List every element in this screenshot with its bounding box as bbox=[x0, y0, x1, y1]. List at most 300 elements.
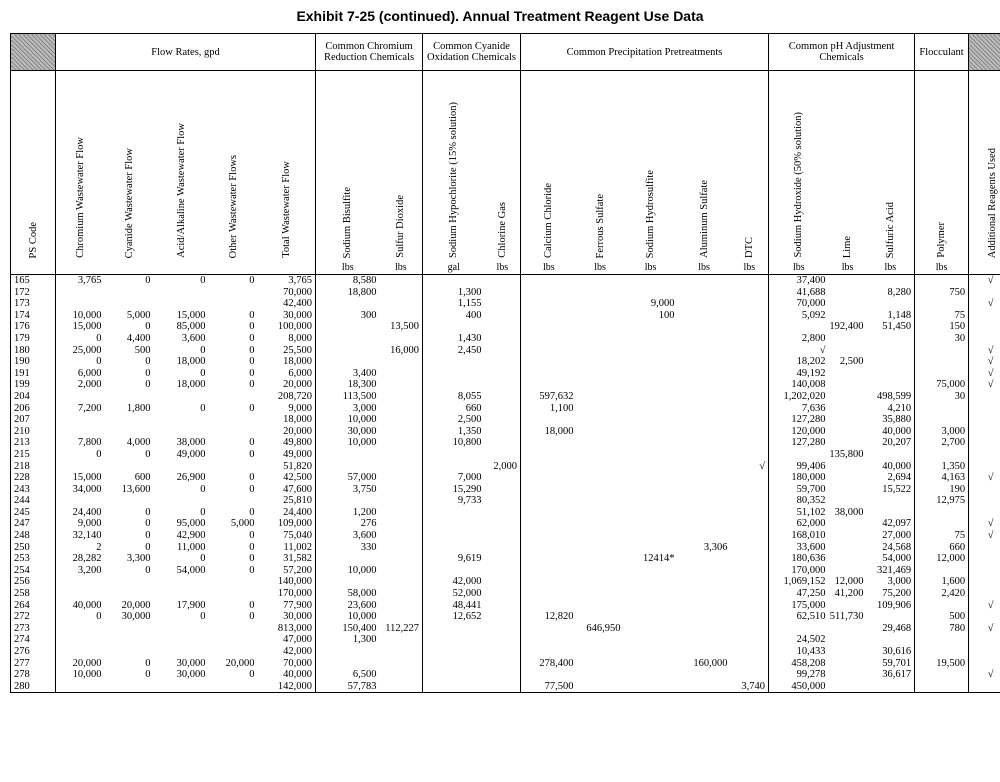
table-cell bbox=[769, 449, 829, 461]
table-cell bbox=[915, 356, 969, 368]
table-cell bbox=[829, 669, 867, 681]
table-cell bbox=[485, 611, 521, 623]
table-cell: 0 bbox=[200, 483, 206, 495]
table-cell: 1,069,152 bbox=[783, 576, 826, 588]
table-cell bbox=[731, 634, 769, 646]
table-cell: 300 bbox=[360, 309, 377, 321]
table-cell bbox=[105, 461, 154, 473]
table-cell: 276 bbox=[360, 518, 377, 530]
column-header-label: Cyanide Wastewater Flow bbox=[123, 147, 135, 258]
table-cell bbox=[577, 542, 624, 554]
table-cell bbox=[829, 518, 867, 530]
table-cell: 2 bbox=[96, 541, 102, 553]
table-row bbox=[11, 437, 1000, 449]
column-unit: lbs bbox=[394, 262, 407, 273]
table-cell bbox=[521, 576, 577, 588]
table-cell bbox=[678, 403, 731, 415]
table-cell: 8,055 bbox=[457, 390, 482, 402]
table-cell bbox=[915, 565, 969, 577]
table-cell: 6,500 bbox=[352, 669, 377, 681]
column-header-label: PS Code bbox=[27, 221, 39, 258]
table-cell: 140,000 bbox=[258, 576, 316, 588]
table-cell bbox=[423, 507, 485, 519]
ps-code-cell: 256 bbox=[11, 576, 56, 588]
table-row bbox=[11, 507, 1000, 519]
table-cell bbox=[867, 681, 915, 693]
table-cell bbox=[577, 310, 624, 322]
table-cell bbox=[209, 576, 258, 588]
ps-code-cell: 207 bbox=[11, 414, 56, 426]
table-cell: √ bbox=[731, 461, 769, 473]
table-cell: 99,278 bbox=[796, 669, 826, 681]
table-cell: 47,600 bbox=[258, 484, 316, 496]
column-header bbox=[105, 71, 154, 275]
table-cell bbox=[209, 287, 258, 299]
table-cell bbox=[678, 461, 731, 473]
table-cell: 59,700 bbox=[796, 483, 826, 495]
table-cell bbox=[678, 333, 731, 345]
table-cell bbox=[915, 646, 969, 658]
table-cell: 0 bbox=[145, 530, 151, 542]
table-cell: 0 bbox=[200, 402, 206, 414]
table-cell: 0 bbox=[200, 275, 206, 286]
table-cell: 18,000 bbox=[176, 379, 206, 391]
table-row bbox=[11, 391, 1000, 403]
table-cell bbox=[209, 391, 258, 403]
table-cell: 3,600 bbox=[352, 530, 377, 542]
table-cell bbox=[485, 484, 521, 496]
table-cell: 0 bbox=[249, 599, 255, 611]
table-cell bbox=[485, 391, 521, 403]
table-cell bbox=[154, 495, 209, 507]
additional-reagents-cell bbox=[969, 658, 1000, 670]
table-cell bbox=[154, 426, 209, 438]
ps-code-cell: 264 bbox=[11, 600, 56, 612]
table-cell: 49,000 bbox=[176, 448, 206, 460]
table-cell bbox=[577, 449, 624, 461]
table-cell: 0 bbox=[249, 506, 255, 518]
additional-reagents-cell bbox=[969, 507, 1000, 519]
table-cell bbox=[316, 356, 380, 368]
table-cell: 3,600 bbox=[181, 332, 206, 344]
column-unit: lbs bbox=[644, 262, 657, 273]
table-cell: 3,765 bbox=[77, 275, 102, 286]
table-cell bbox=[577, 461, 624, 473]
table-cell: 175,000 bbox=[791, 599, 826, 611]
table-cell: 100,000 bbox=[258, 321, 316, 333]
table-cell bbox=[485, 356, 521, 368]
table-row bbox=[11, 623, 1000, 635]
table-cell bbox=[380, 611, 423, 623]
table-cell: 8,280 bbox=[867, 287, 915, 299]
table-row bbox=[11, 449, 1000, 461]
table-cell bbox=[105, 634, 154, 646]
table-cell: 30 bbox=[915, 391, 969, 403]
table-row bbox=[11, 298, 1000, 310]
table-cell bbox=[316, 333, 380, 345]
table-cell bbox=[154, 646, 209, 658]
table-cell: 34,000 bbox=[72, 483, 102, 495]
table-row bbox=[11, 518, 1000, 530]
table-cell bbox=[829, 565, 867, 577]
table-cell bbox=[577, 414, 624, 426]
table-cell: 0 bbox=[145, 564, 151, 576]
group-cyanide-oxidation: Common Cyanide Oxidation Chemicals bbox=[423, 34, 521, 71]
table-cell: 142,000 bbox=[258, 681, 316, 693]
table-cell bbox=[577, 345, 624, 357]
additional-reagents-cell bbox=[969, 495, 1000, 507]
table-cell: 30,000 bbox=[258, 611, 316, 623]
table-cell: 0 bbox=[145, 321, 151, 333]
group-chromium-reduction: Common Chromium Reduction Chemicals bbox=[316, 34, 423, 71]
table-cell bbox=[380, 310, 423, 322]
table-cell: 9,000 bbox=[258, 403, 316, 415]
table-cell: 3,306 bbox=[703, 541, 728, 553]
additional-reagents-cell: √ bbox=[969, 600, 1000, 612]
table-cell: 278,400 bbox=[539, 657, 574, 669]
column-unit bbox=[969, 262, 1000, 274]
table-cell bbox=[915, 518, 969, 530]
additional-reagents-cell bbox=[969, 646, 1000, 658]
table-cell bbox=[829, 542, 867, 554]
table-cell bbox=[154, 414, 209, 426]
table-cell bbox=[316, 495, 380, 507]
table-cell: 4,163 bbox=[915, 472, 969, 484]
table-cell bbox=[154, 461, 209, 473]
table-cell: 1,350 bbox=[457, 425, 482, 437]
table-cell bbox=[209, 298, 258, 310]
table-cell bbox=[485, 437, 521, 449]
table-cell: 47,000 bbox=[258, 634, 316, 646]
table-cell: 450,000 bbox=[769, 681, 829, 693]
table-cell bbox=[380, 576, 423, 588]
table-cell bbox=[829, 275, 867, 287]
table-cell bbox=[56, 391, 105, 403]
table-cell bbox=[731, 611, 769, 623]
table-cell: 62,510 bbox=[796, 611, 826, 623]
additional-reagents-cell bbox=[969, 310, 1000, 322]
table-cell: 0 bbox=[249, 564, 255, 576]
table-cell: 24,400 bbox=[72, 506, 102, 518]
table-cell bbox=[829, 530, 867, 542]
table-cell: 0 bbox=[145, 448, 151, 460]
table-cell: 2,420 bbox=[915, 588, 969, 600]
column-header-label: Acid/Alkaline Wastewater Flow bbox=[175, 123, 187, 258]
table-cell bbox=[209, 495, 258, 507]
table-cell bbox=[731, 437, 769, 449]
ps-code-cell: 191 bbox=[11, 368, 56, 380]
table-cell: 13,600 bbox=[121, 483, 151, 495]
table-cell: 1,300 bbox=[352, 634, 377, 646]
column-header bbox=[154, 71, 209, 275]
table-cell bbox=[731, 426, 769, 438]
table-cell bbox=[769, 321, 829, 333]
table-cell bbox=[521, 437, 577, 449]
table-cell bbox=[731, 310, 769, 322]
table-cell bbox=[678, 611, 731, 623]
table-cell: 36,617 bbox=[867, 669, 915, 681]
table-cell bbox=[577, 275, 624, 287]
table-cell: 35,880 bbox=[867, 414, 915, 426]
table-cell: 42,097 bbox=[867, 518, 915, 530]
table-cell bbox=[485, 368, 521, 380]
table-cell bbox=[915, 600, 969, 612]
table-cell bbox=[829, 600, 867, 612]
table-cell bbox=[423, 669, 485, 681]
table-cell bbox=[731, 658, 769, 670]
table-cell bbox=[915, 449, 969, 461]
ps-code-cell: 174 bbox=[11, 310, 56, 322]
table-cell: 31,582 bbox=[258, 553, 316, 565]
additional-reagents-cell: √ bbox=[969, 368, 1000, 380]
table-cell bbox=[105, 298, 154, 310]
table-cell bbox=[105, 287, 154, 299]
table-cell bbox=[829, 391, 867, 403]
table-cell: 3,000 bbox=[352, 402, 377, 414]
table-cell bbox=[829, 553, 867, 565]
column-header bbox=[678, 71, 731, 275]
table-row bbox=[11, 530, 1000, 542]
table-row bbox=[11, 461, 1000, 473]
table-cell bbox=[829, 287, 867, 299]
column-unit: lbs bbox=[594, 262, 606, 273]
additional-reagents-cell bbox=[969, 333, 1000, 345]
table-cell: 75,000 bbox=[915, 379, 969, 391]
table-cell bbox=[577, 600, 624, 612]
table-cell bbox=[154, 623, 209, 635]
table-cell bbox=[485, 298, 521, 310]
table-cell: 127,280 bbox=[791, 437, 826, 449]
table-cell: 54,000 bbox=[176, 564, 206, 576]
table-cell bbox=[867, 611, 915, 623]
ps-code-cell: 253 bbox=[11, 553, 56, 565]
table-cell: 41,688 bbox=[796, 286, 826, 298]
column-header-label: DTC bbox=[743, 237, 755, 258]
table-cell bbox=[485, 287, 521, 299]
table-row bbox=[11, 553, 1000, 565]
table-cell bbox=[624, 623, 678, 635]
table-cell bbox=[731, 565, 769, 577]
table-cell bbox=[380, 588, 423, 600]
table-cell bbox=[624, 600, 678, 612]
table-cell bbox=[521, 310, 577, 322]
table-cell bbox=[485, 553, 521, 565]
table-cell bbox=[624, 472, 678, 484]
table-cell bbox=[485, 530, 521, 542]
ps-code-cell: 245 bbox=[11, 507, 56, 519]
table-cell bbox=[485, 646, 521, 658]
table-cell bbox=[624, 287, 678, 299]
table-cell bbox=[731, 321, 769, 333]
table-cell bbox=[56, 681, 105, 693]
table-cell bbox=[380, 414, 423, 426]
table-cell bbox=[829, 461, 867, 473]
column-header-label: Sodium Hydroxide (50% solution) bbox=[793, 112, 805, 258]
column-header bbox=[731, 71, 769, 275]
table-cell bbox=[829, 379, 867, 391]
table-cell bbox=[829, 310, 867, 322]
ps-code-cell: 215 bbox=[11, 449, 56, 461]
table-cell bbox=[624, 530, 678, 542]
table-cell bbox=[915, 368, 969, 380]
table-cell bbox=[829, 426, 867, 438]
table-cell bbox=[915, 275, 969, 287]
table-cell: 0 bbox=[145, 367, 151, 379]
table-cell: 16,000 bbox=[380, 345, 423, 357]
table-cell: 4,210 bbox=[867, 403, 915, 415]
additional-reagents-cell: √ bbox=[969, 669, 1000, 681]
table-row bbox=[11, 611, 1000, 623]
table-cell bbox=[577, 333, 624, 345]
additional-reagents-cell: √ bbox=[969, 518, 1000, 530]
table-cell bbox=[380, 333, 423, 345]
table-cell bbox=[56, 646, 105, 658]
table-cell: 500 bbox=[134, 344, 151, 356]
table-cell: 1,155 bbox=[457, 298, 482, 310]
table-cell: 1,800 bbox=[126, 402, 151, 414]
ps-code-cell: 199 bbox=[11, 379, 56, 391]
table-cell bbox=[154, 681, 209, 693]
table-cell bbox=[521, 472, 577, 484]
table-cell bbox=[867, 275, 915, 287]
table-cell: 0 bbox=[249, 483, 255, 495]
table-cell bbox=[624, 484, 678, 496]
table-row bbox=[11, 681, 1000, 693]
table-cell bbox=[678, 646, 731, 658]
table-cell bbox=[380, 461, 423, 473]
table-cell: 51,102 bbox=[796, 506, 826, 518]
table-cell bbox=[678, 588, 731, 600]
table-row bbox=[11, 484, 1000, 496]
table-cell bbox=[521, 518, 577, 530]
table-cell bbox=[209, 634, 258, 646]
table-cell: 40,000 bbox=[867, 461, 915, 473]
table-cell bbox=[678, 634, 731, 646]
table-cell: 18,000 bbox=[544, 425, 574, 437]
table-cell bbox=[56, 461, 105, 473]
table-cell: 12,000 bbox=[834, 576, 864, 588]
table-cell bbox=[731, 333, 769, 345]
table-cell bbox=[829, 368, 867, 380]
table-cell bbox=[867, 507, 915, 519]
table-cell bbox=[521, 449, 577, 461]
table-cell: 37,400 bbox=[796, 275, 826, 286]
table-cell: 168,010 bbox=[791, 530, 826, 542]
table-cell bbox=[678, 275, 731, 287]
table-cell bbox=[56, 287, 105, 299]
table-cell bbox=[209, 414, 258, 426]
column-unit: lbs bbox=[496, 262, 509, 273]
table-cell bbox=[624, 356, 678, 368]
table-cell: 30,000 bbox=[121, 611, 151, 623]
table-cell: 0 bbox=[249, 344, 255, 356]
table-cell bbox=[829, 495, 867, 507]
table-cell: 3,300 bbox=[126, 553, 151, 565]
table-cell: 330 bbox=[360, 541, 377, 553]
table-cell bbox=[485, 310, 521, 322]
table-cell: 120,000 bbox=[791, 425, 826, 437]
table-cell: 40,000 bbox=[72, 599, 102, 611]
table-row bbox=[11, 669, 1000, 681]
table-cell bbox=[423, 542, 485, 554]
table-cell: 75 bbox=[915, 530, 969, 542]
table-cell bbox=[577, 507, 624, 519]
table-cell bbox=[731, 298, 769, 310]
group-flocculant: Flocculant bbox=[915, 34, 969, 71]
table-cell bbox=[577, 588, 624, 600]
table-cell: 25,500 bbox=[258, 345, 316, 357]
ps-code-cell: 277 bbox=[11, 658, 56, 670]
ps-code-cell: 273 bbox=[11, 623, 56, 635]
table-cell: 29,468 bbox=[867, 623, 915, 635]
ps-code-cell: 250 bbox=[11, 542, 56, 554]
table-cell bbox=[209, 623, 258, 635]
table-cell bbox=[485, 403, 521, 415]
table-cell bbox=[154, 287, 209, 299]
ps-code-cell: 176 bbox=[11, 321, 56, 333]
table-cell: 0 bbox=[249, 669, 255, 681]
table-cell bbox=[915, 345, 969, 357]
table-cell bbox=[56, 576, 105, 588]
table-cell bbox=[577, 379, 624, 391]
table-cell: 18,000 bbox=[258, 414, 316, 426]
table-cell bbox=[731, 275, 769, 287]
table-cell bbox=[577, 287, 624, 299]
ps-code-cell: 179 bbox=[11, 333, 56, 345]
table-cell bbox=[624, 461, 678, 473]
table-cell bbox=[105, 681, 154, 693]
table-cell bbox=[56, 634, 105, 646]
table-cell: 498,599 bbox=[867, 391, 915, 403]
table-cell: 4,400 bbox=[126, 332, 151, 344]
table-cell bbox=[624, 669, 678, 681]
table-cell: 0 bbox=[96, 356, 102, 368]
table-cell bbox=[521, 356, 577, 368]
table-cell: 208,720 bbox=[258, 391, 316, 403]
table-cell bbox=[624, 658, 678, 670]
table-cell: 3,000 bbox=[915, 426, 969, 438]
table-cell bbox=[624, 321, 678, 333]
table-cell: 62,000 bbox=[796, 518, 826, 530]
column-header-label: Chlorine Gas bbox=[496, 202, 508, 258]
ps-code-cell: 172 bbox=[11, 287, 56, 299]
table-cell bbox=[521, 623, 577, 635]
table-cell bbox=[678, 600, 731, 612]
table-cell: 180,000 bbox=[791, 472, 826, 484]
table-cell bbox=[521, 321, 577, 333]
table-cell bbox=[105, 646, 154, 658]
table-row bbox=[11, 588, 1000, 600]
table-cell bbox=[731, 495, 769, 507]
table-cell: 27,000 bbox=[867, 530, 915, 542]
additional-reagents-cell bbox=[969, 565, 1000, 577]
table-cell: 38,000 bbox=[176, 437, 206, 449]
table-cell bbox=[485, 588, 521, 600]
table-cell bbox=[154, 576, 209, 588]
table-cell bbox=[521, 530, 577, 542]
table-cell: 192,400 bbox=[829, 321, 864, 333]
table-cell: 75,040 bbox=[258, 530, 316, 542]
table-row bbox=[11, 414, 1000, 426]
table-cell: 30 bbox=[915, 333, 969, 345]
table-cell bbox=[678, 576, 731, 588]
table-cell bbox=[380, 449, 423, 461]
column-unit: lbs bbox=[841, 262, 854, 273]
table-cell bbox=[485, 275, 521, 287]
table-cell bbox=[624, 275, 678, 287]
table-cell: 2,500 bbox=[839, 356, 864, 368]
table-cell: 511,730 bbox=[829, 611, 864, 623]
